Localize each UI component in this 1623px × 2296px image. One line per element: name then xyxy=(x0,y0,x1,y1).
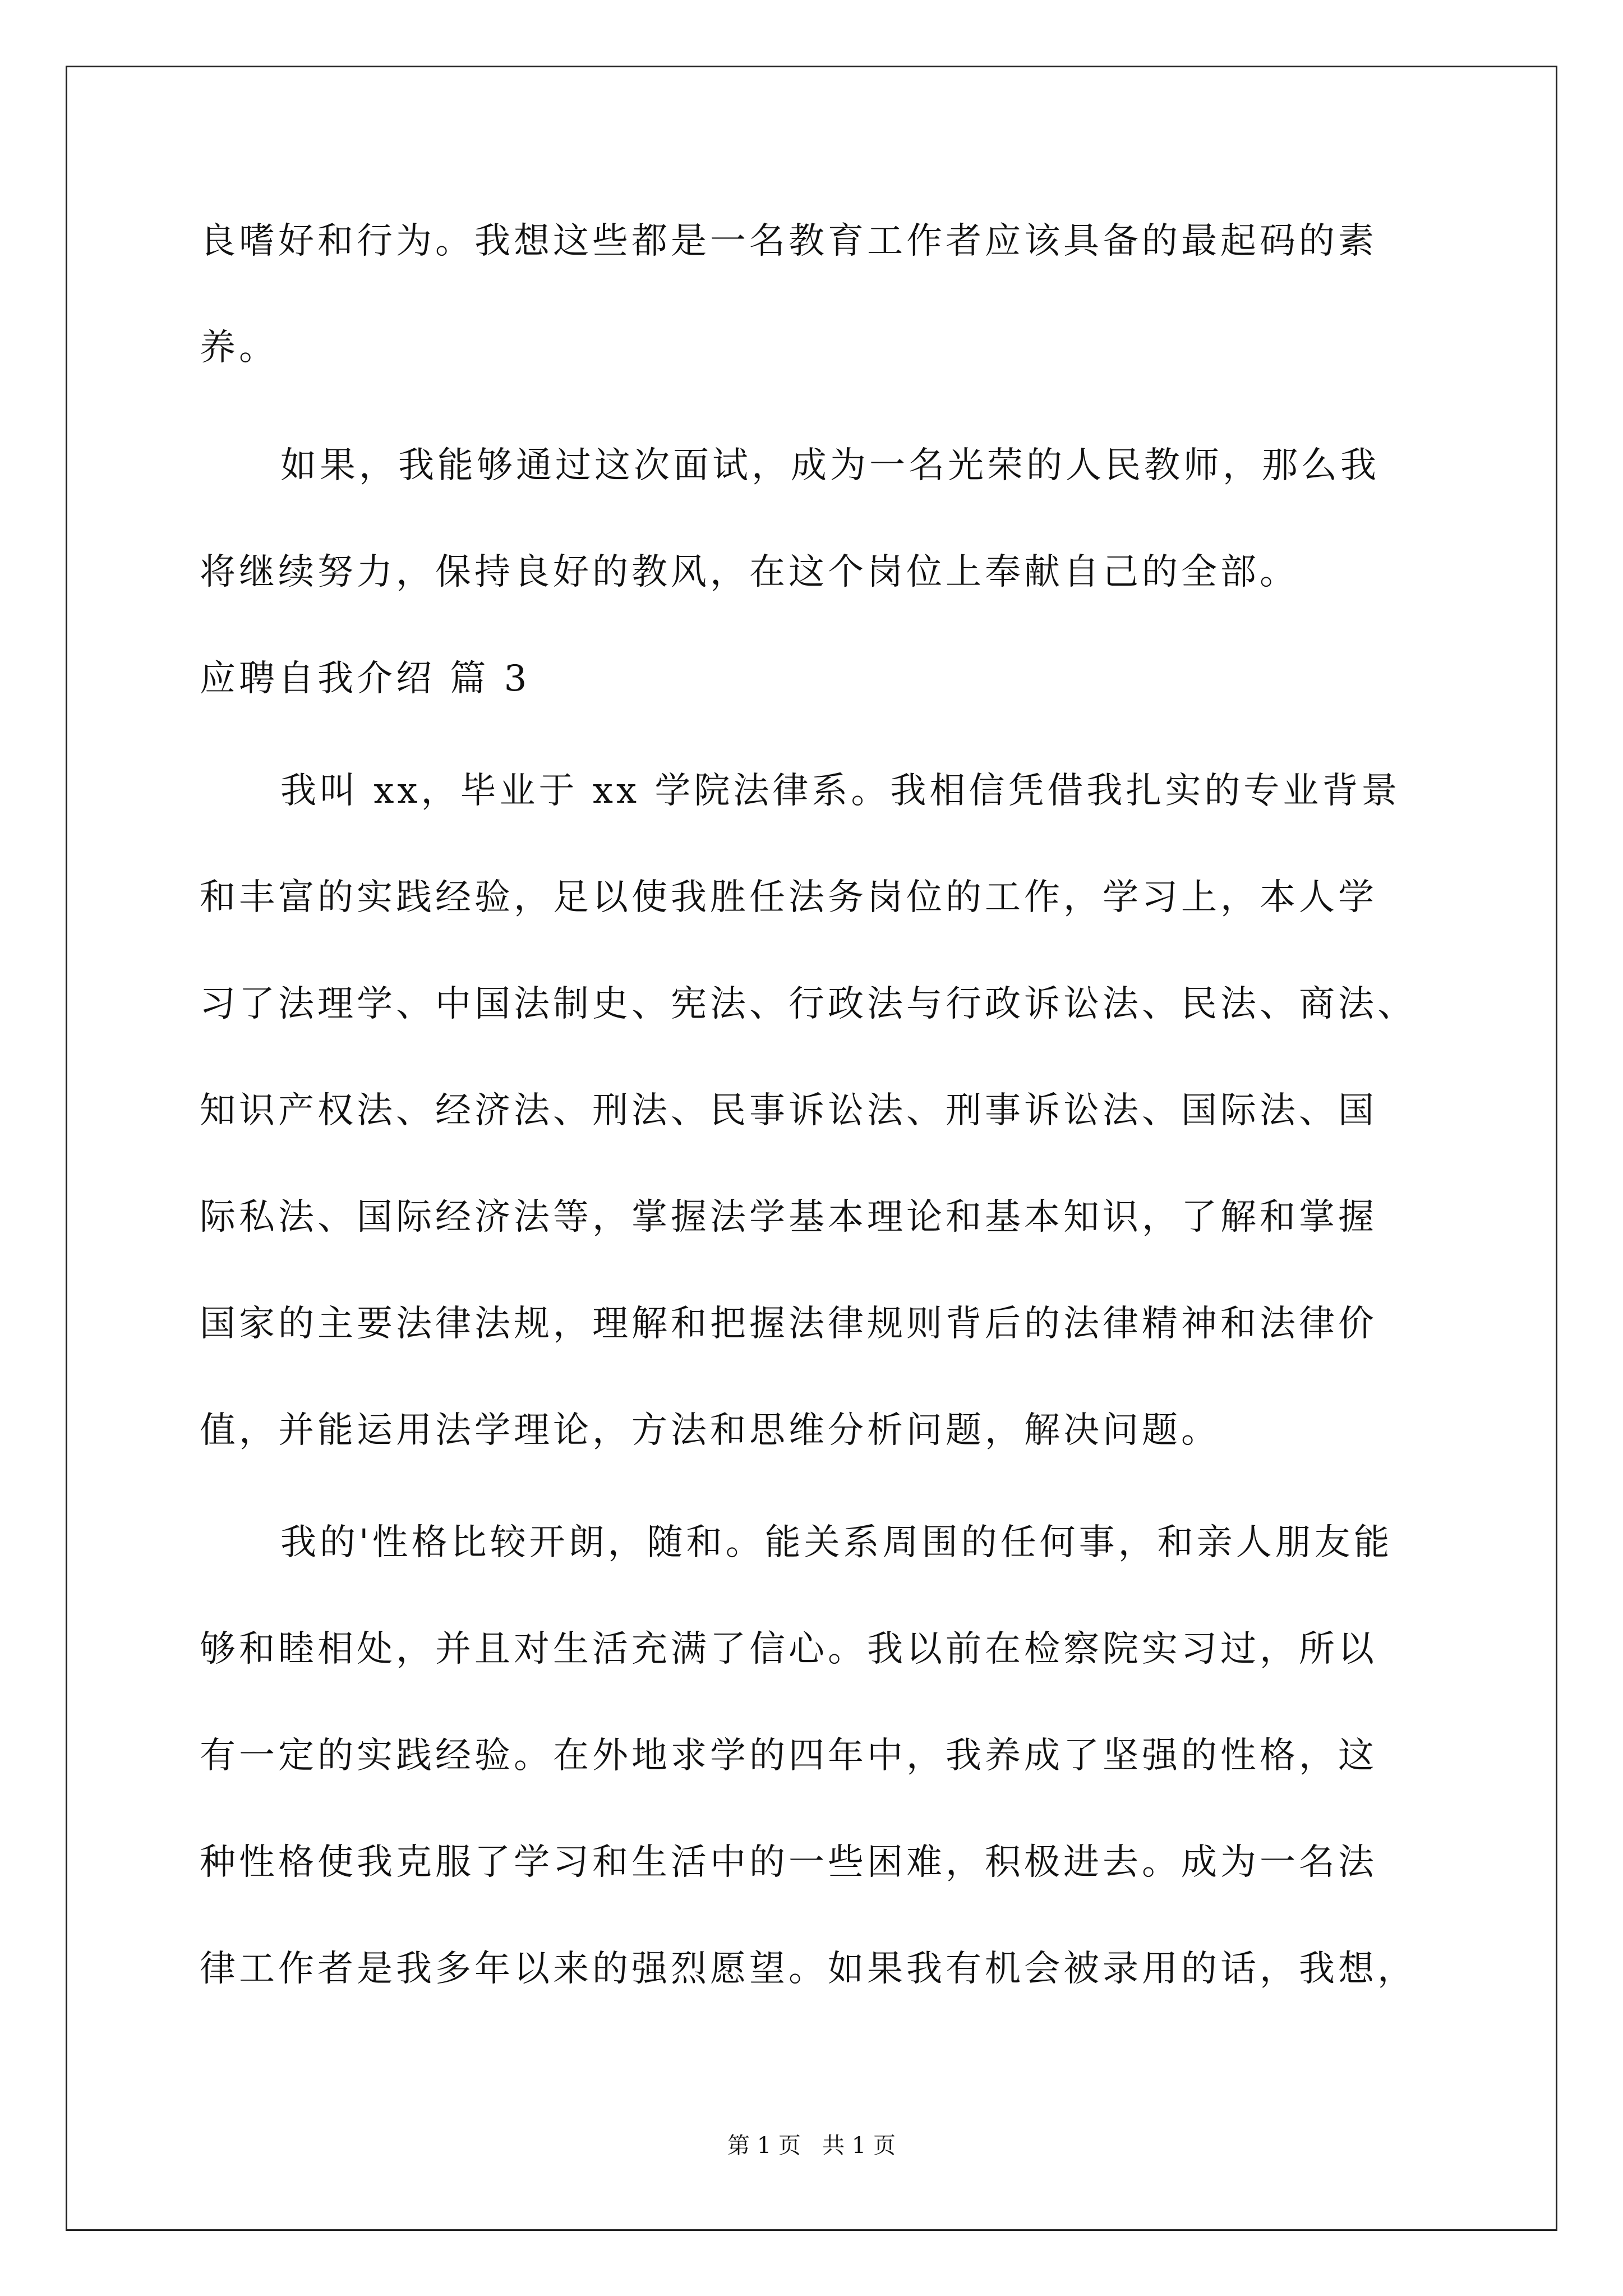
text-line: 习了法理学、中国法制史、宪法、行政法与行政诉讼法、民法、商法、 xyxy=(200,983,1417,1025)
text-line: 我的'性格比较开朗，随和。能关系周围的任何事，和亲人朋友能 xyxy=(280,1522,1393,1563)
text-line: 律工作者是我多年以来的强烈愿望。如果我有机会被录用的话，我想， xyxy=(200,1948,1417,1990)
page-frame xyxy=(66,66,1557,2231)
text-line: 将继续努力，保持良好的教风，在这个岗位上奉献自己的全部。 xyxy=(200,551,1299,593)
text-line: 养。 xyxy=(200,327,278,369)
text-line: 国家的主要法律法规，理解和把握法律规则背后的法律精神和法律价 xyxy=(200,1303,1377,1345)
text-line: 知识产权法、经济法、刑法、民事诉讼法、刑事诉讼法、国际法、国 xyxy=(200,1090,1377,1131)
text-line: 够和睦相处，并且对生活充满了信心。我以前在检察院实习过，所以 xyxy=(200,1628,1377,1670)
section-heading: 应聘自我介绍 篇 3 xyxy=(200,658,531,700)
text-line: 种性格使我克服了学习和生活中的一些困难，积极进去。成为一名法 xyxy=(200,1842,1377,1883)
text-line: 际私法、国际经济法等，掌握法学基本理论和基本知识，了解和掌握 xyxy=(200,1197,1377,1238)
text-line: 良嗜好和行为。我想这些都是一名教育工作者应该具备的最起码的素 xyxy=(200,220,1377,262)
page-number: 第 1 页 共 1 页 xyxy=(727,2133,896,2159)
text-line: 如果，我能够通过这次面试，成为一名光荣的人民教师，那么我 xyxy=(280,445,1380,486)
text-line: 我叫 xx，毕业于 xx 学院法律系。我相信凭借我扎实的专业背景 xyxy=(280,770,1401,812)
text-line: 有一定的实践经验。在外地求学的四年中，我养成了坚强的性格，这 xyxy=(200,1735,1377,1777)
text-line: 值，并能运用法学理论，方法和思维分析问题，解决问题。 xyxy=(200,1410,1220,1451)
text-line: 和丰富的实践经验，足以使我胜任法务岗位的工作，学习上，本人学 xyxy=(200,877,1377,918)
